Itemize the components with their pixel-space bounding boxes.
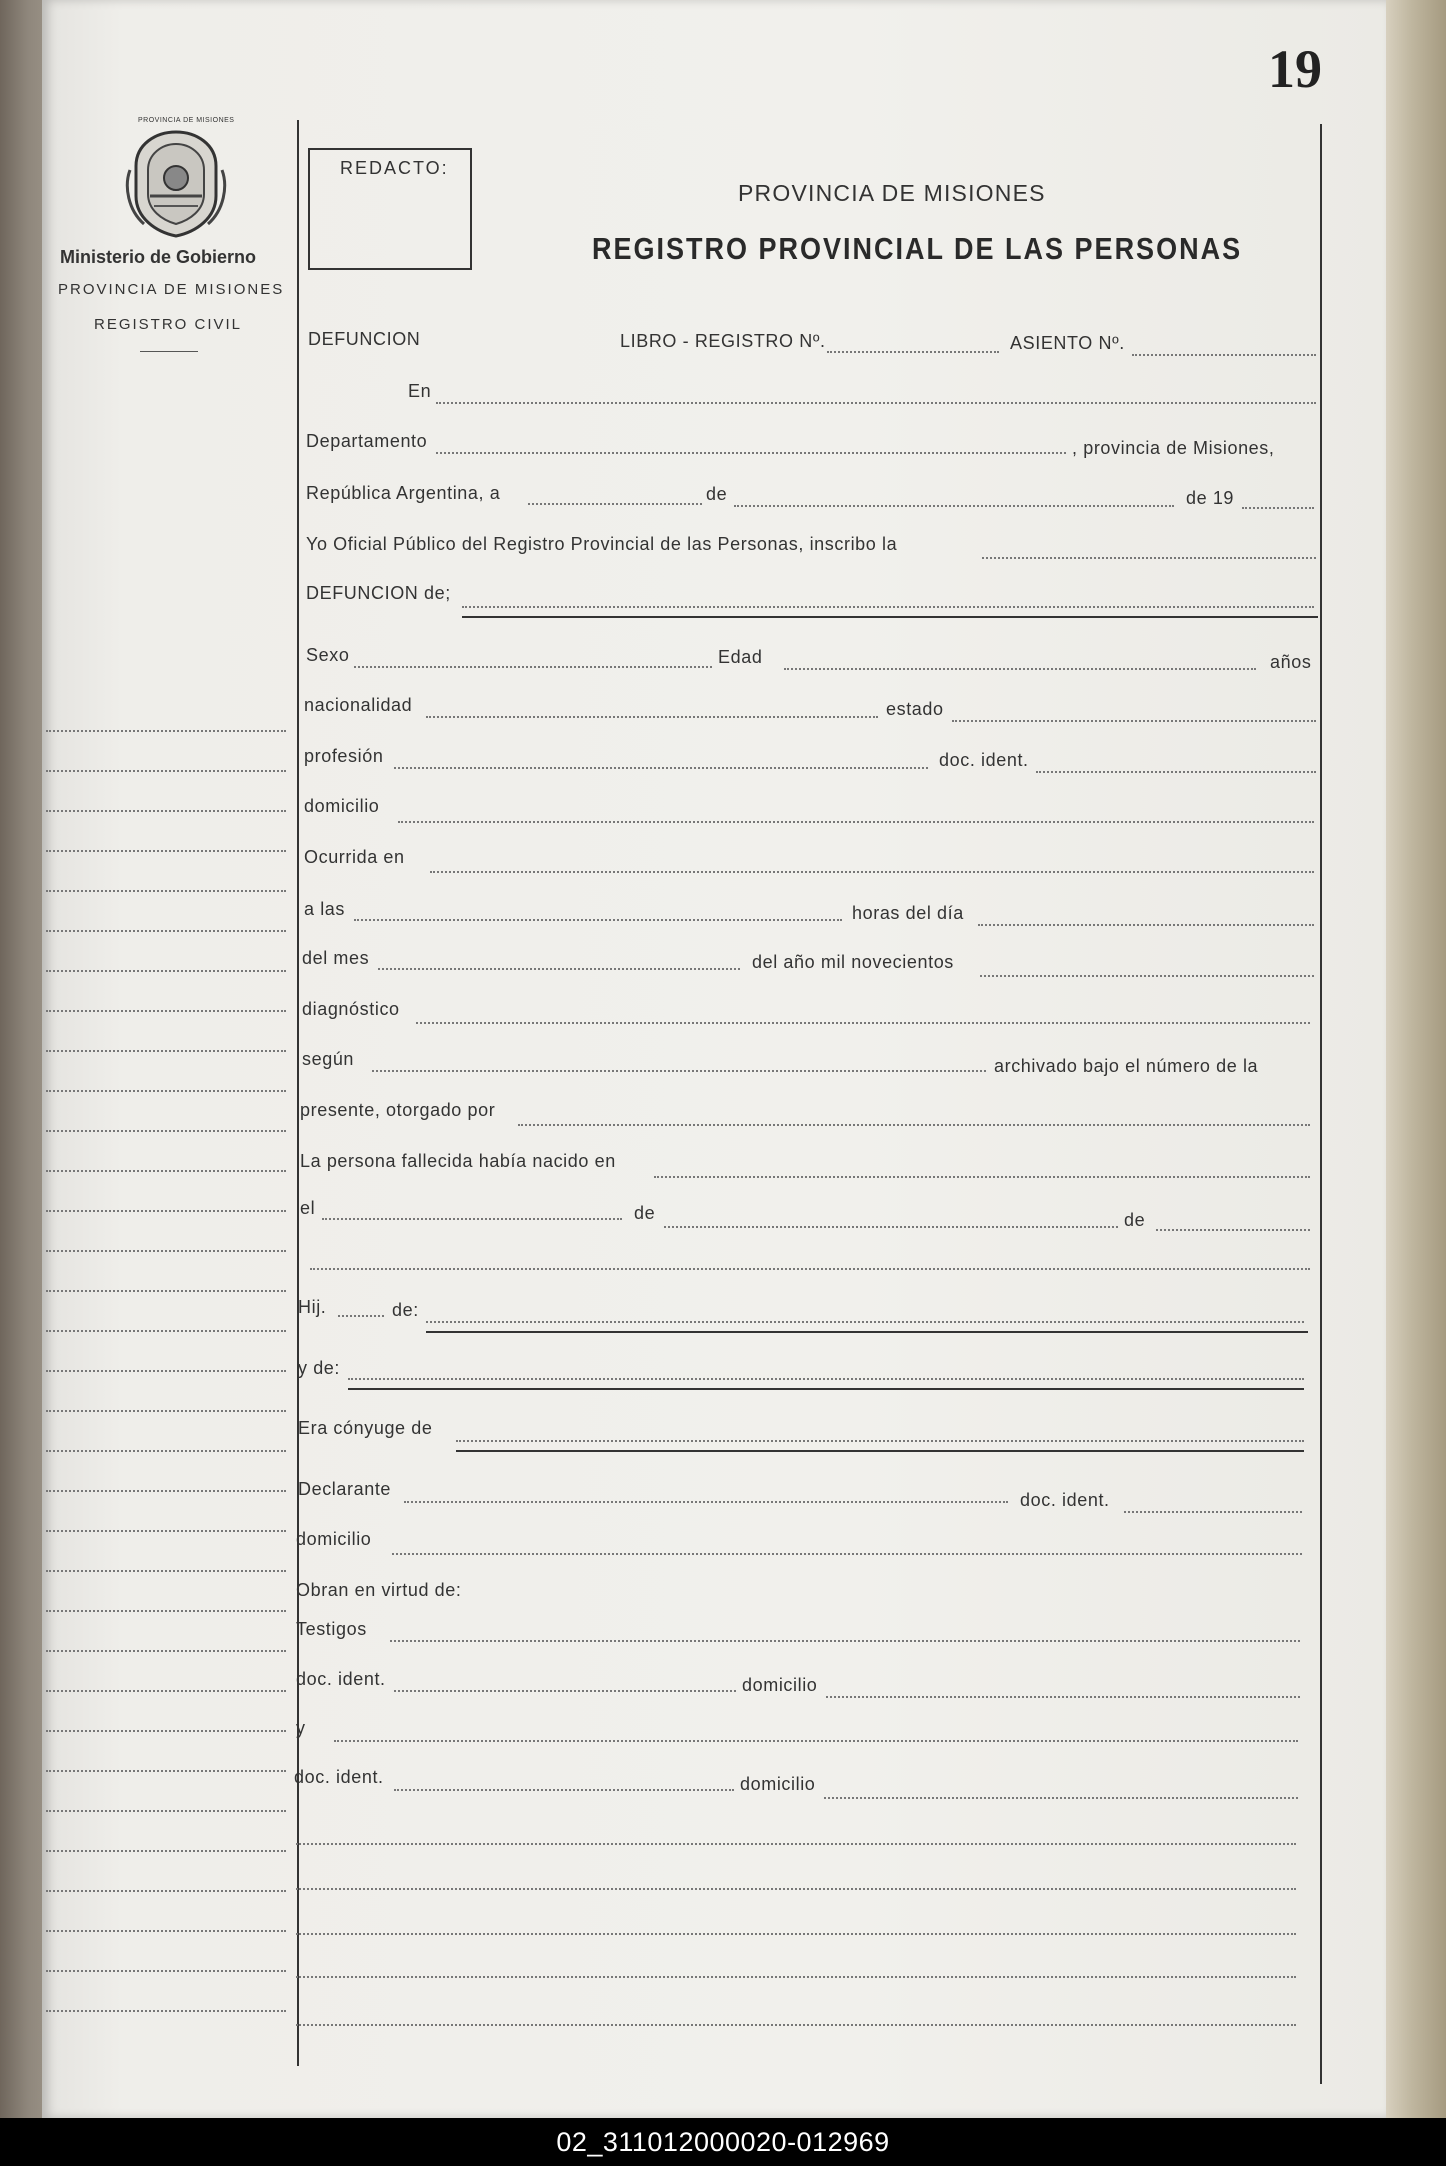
nacionalidad-field[interactable] [426, 716, 878, 718]
margin-line [46, 890, 286, 892]
blank-line-3[interactable] [296, 1888, 1296, 1890]
libro-label: LIBRO - REGISTRO Nº. [620, 331, 826, 351]
nacido-en-label: La persona fallecida había nacido en [300, 1151, 616, 1171]
el-label: el [300, 1198, 316, 1218]
doc-ident-field-1[interactable] [1036, 771, 1316, 773]
republica-label: República Argentina, a [306, 483, 501, 503]
blank-line-1[interactable] [310, 1268, 1310, 1270]
defuncion-de-label: DEFUNCION de; [306, 583, 451, 603]
nacimiento-ano-field[interactable] [1156, 1229, 1310, 1231]
obran-label: Obran en virtud de: [296, 1580, 462, 1600]
doc-ident-label-3: doc. ident. [296, 1669, 386, 1689]
margin-line [46, 1210, 286, 1212]
margin-line [46, 1850, 286, 1852]
margin-line [46, 1930, 286, 1932]
margin-line [46, 1250, 286, 1252]
y-de-label: y de: [298, 1358, 341, 1378]
dia-field[interactable] [528, 503, 702, 505]
sexo-label: Sexo [306, 645, 350, 665]
right-border [1320, 124, 1322, 2084]
nacimiento-mes-field[interactable] [664, 1226, 1118, 1228]
y-label: y [296, 1718, 306, 1738]
segun-field[interactable] [372, 1070, 986, 1072]
margin-line [46, 1290, 286, 1292]
domicilio-label-1: domicilio [304, 796, 380, 816]
padre-underline [426, 1331, 1308, 1333]
ocurrida-en-label: Ocurrida en [304, 847, 405, 867]
de-label-2: de [634, 1203, 656, 1223]
profesion-field[interactable] [394, 767, 928, 769]
margin-line [46, 1610, 286, 1612]
margin-line [46, 1770, 286, 1772]
margin-line [46, 1330, 286, 1332]
doc-ident-label-4: doc. ident. [294, 1767, 384, 1787]
de-label-1: de [706, 484, 728, 504]
margin-line [46, 930, 286, 932]
provincia-misiones-text: , provincia de Misiones, [1072, 438, 1275, 458]
libro-field[interactable] [827, 351, 999, 353]
margin-line [46, 730, 286, 732]
inscribo-field[interactable] [982, 557, 1316, 559]
hijo-suffix-field[interactable] [338, 1315, 384, 1317]
redacto-stamp-box [308, 148, 472, 270]
asiento-field[interactable] [1132, 354, 1316, 356]
ocurrida-en-field[interactable] [430, 871, 1314, 873]
testigo-1-field[interactable] [390, 1640, 1300, 1642]
del-mes-label: del mes [302, 948, 370, 968]
madre-underline [348, 1388, 1304, 1390]
nacido-en-field[interactable] [654, 1176, 1310, 1178]
margin-line [46, 1570, 286, 1572]
margin-line [46, 1130, 286, 1132]
de-19-label: de 19 [1186, 488, 1235, 508]
conyuge-field[interactable] [456, 1440, 1304, 1442]
domicilio-field-1[interactable] [398, 821, 1314, 823]
asiento-label: ASIENTO Nº. [1010, 333, 1125, 353]
archivado-text: archivado bajo el número de la [994, 1056, 1259, 1076]
header-registry: REGISTRO PROVINCIAL DE LAS PERSONAS [592, 232, 1243, 266]
defuncion-de-field[interactable] [462, 606, 1314, 608]
blank-line-4[interactable] [296, 1933, 1296, 1935]
profesion-label: profesión [304, 746, 384, 766]
a-las-label: a las [304, 899, 346, 919]
margin-line [46, 810, 286, 812]
mes-field[interactable] [734, 505, 1174, 507]
doc-ident-field-2[interactable] [1124, 1511, 1302, 1513]
diagnostico-field[interactable] [416, 1022, 1310, 1024]
departamento-field[interactable] [436, 452, 1066, 454]
margin-line [46, 1890, 286, 1892]
en-label: En [408, 381, 432, 401]
margin-line [46, 970, 286, 972]
testigo-2-field[interactable] [334, 1740, 1298, 1742]
image-caption: 02_311012000020-012969 [0, 2118, 1446, 2166]
margin-line [46, 850, 286, 852]
domicilio-field-3[interactable] [826, 1696, 1300, 1698]
yo-oficial-text: Yo Oficial Público del Registro Provincial de las Personas, inscribo la [306, 534, 898, 554]
margin-line [46, 1370, 286, 1372]
margin-line [46, 1090, 286, 1092]
doc-ident-label-2: doc. ident. [1020, 1490, 1110, 1510]
province-label: PROVINCIA DE MISIONES [58, 281, 285, 298]
anos-label: años [1270, 652, 1312, 672]
conyuge-label: Era cónyuge de [298, 1418, 433, 1438]
declarante-field[interactable] [404, 1501, 1008, 1503]
header-province: PROVINCIA DE MISIONES [738, 180, 1046, 206]
margin-line [46, 1650, 286, 1652]
margin-line [46, 1410, 286, 1412]
hijo-de-label: de: [392, 1300, 419, 1320]
de-label-3: de [1124, 1210, 1146, 1230]
testigos-label: Testigos [296, 1619, 367, 1639]
registry-underline [140, 351, 198, 352]
margin-line [46, 1810, 286, 1812]
edad-label: Edad [718, 647, 763, 667]
blank-line-6[interactable] [296, 2024, 1296, 2026]
form-sheet [42, 0, 1386, 2118]
domicilio-label-4: domicilio [740, 1774, 816, 1794]
edad-field[interactable] [784, 668, 1256, 670]
estado-label: estado [886, 699, 944, 719]
back-page-edge [1384, 0, 1446, 2118]
del-ano-label: del año mil novecientos [752, 952, 954, 972]
en-field[interactable] [436, 402, 1316, 404]
margin-line [46, 1050, 286, 1052]
sexo-field[interactable] [354, 666, 712, 668]
departamento-label: Departamento [306, 431, 428, 451]
del-mes-field[interactable] [378, 968, 740, 970]
defuncion-underline [462, 616, 1318, 618]
horas-del-dia-field[interactable] [978, 924, 1314, 926]
hijo-label: Hij. [298, 1297, 327, 1317]
madre-field[interactable] [348, 1378, 1304, 1380]
doc-ident-field-4[interactable] [394, 1789, 734, 1791]
declarante-label: Declarante [298, 1479, 392, 1499]
nacionalidad-label: nacionalidad [304, 695, 413, 715]
segun-label: según [302, 1049, 355, 1069]
padre-field[interactable] [426, 1321, 1304, 1323]
diagnostico-label: diagnóstico [302, 999, 400, 1019]
domicilio-field-2[interactable] [392, 1553, 1302, 1555]
otorgado-por-field[interactable] [518, 1124, 1310, 1126]
margin-line [46, 1530, 286, 1532]
provincial-seal-icon [124, 126, 228, 240]
margin-line [46, 2010, 286, 2012]
redacto-label: REDACTO: [340, 158, 449, 178]
margin-line [46, 1490, 286, 1492]
registry-label: REGISTRO CIVIL [94, 316, 243, 333]
domicilio-label-3: domicilio [742, 1675, 818, 1695]
doc-ident-field-3[interactable] [394, 1690, 736, 1692]
ano-field[interactable] [1242, 507, 1314, 509]
nacimiento-dia-field[interactable] [322, 1218, 622, 1220]
doc-ident-label-1: doc. ident. [939, 750, 1029, 770]
margin-line [46, 1970, 286, 1972]
blank-line-2[interactable] [296, 1843, 1296, 1845]
horas-del-dia-label: horas del día [852, 903, 964, 923]
a-las-field[interactable] [354, 919, 842, 921]
margin-line [46, 1010, 286, 1012]
domicilio-field-4[interactable] [824, 1797, 1298, 1799]
domicilio-label-2: domicilio [296, 1529, 372, 1549]
margin-line [46, 1450, 286, 1452]
margin-line [46, 770, 286, 772]
page-number: 19 [1268, 39, 1322, 99]
blank-line-5[interactable] [296, 1976, 1296, 1978]
presente-label: presente, otorgado por [300, 1100, 496, 1120]
margin-line [46, 1170, 286, 1172]
margin-line [46, 1730, 286, 1732]
estado-field[interactable] [952, 720, 1316, 722]
margin-line [46, 1690, 286, 1692]
conyuge-underline [456, 1450, 1304, 1452]
ministry-label: Ministerio de Gobierno [60, 247, 257, 267]
record-type: DEFUNCION [308, 329, 421, 349]
seal-text: PROVINCIA DE MISIONES [138, 117, 235, 124]
del-ano-field[interactable] [980, 975, 1314, 977]
